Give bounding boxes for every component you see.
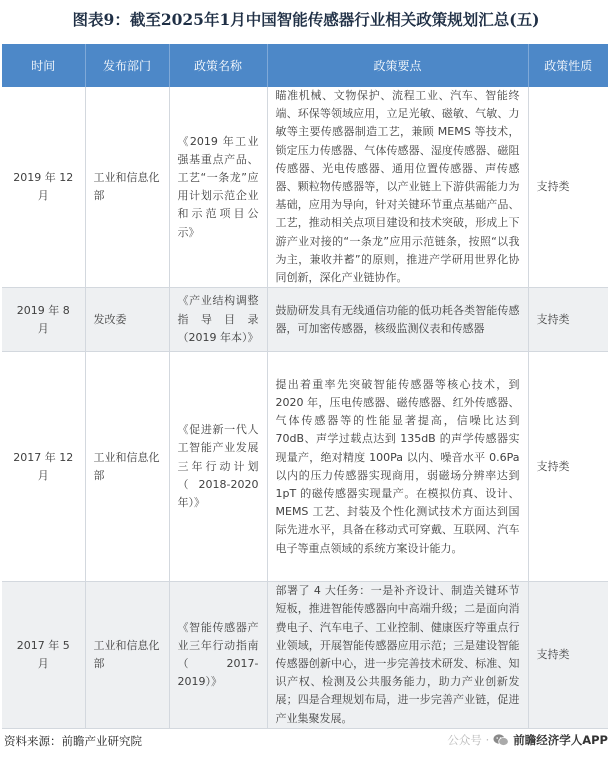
wechat-icon <box>493 733 509 747</box>
source-note: 资料来源：前瞻产业研究院 <box>4 734 142 748</box>
header-dept: 发布部门 <box>85 44 169 87</box>
table-header-row <box>2 44 608 87</box>
header-points: 政策要点 <box>267 44 528 87</box>
header-nature: 政策性质 <box>528 44 608 87</box>
cell-time: 2017 年 5 月 <box>2 582 85 729</box>
cell-policy-name: 《智能传感器产业三年行动指南（2017-2019）》 <box>169 582 267 729</box>
table-row <box>2 87 608 288</box>
policy-table <box>2 44 608 729</box>
cell-time: 2019 年 8 月 <box>2 288 85 352</box>
header-time: 时间 <box>2 44 85 87</box>
cell-policy-name: 《促进新一代人工智能产业发展三年行动计划（2018-2020 年）》 <box>169 352 267 582</box>
cell-policy-name: 《产业结构调整指导目录（2019 年本）》 <box>169 288 267 352</box>
header-name: 政策名称 <box>169 44 267 87</box>
watermark-main-text: 前瞻经济学人APP <box>513 733 608 747</box>
cell-policy-points: 鼓励研发具有无线通信功能的低功耗各类智能传感器，可加密传感器，核级监测仪表和传感器 <box>267 288 528 352</box>
cell-dept: 工业和信息化部 <box>85 87 169 288</box>
cell-policy-name: 《2019 年工业强基重点产品、工艺“一条龙”应用计划示范企业和示范项目公示》 <box>169 87 267 288</box>
cell-nature: 支持类 <box>528 87 608 288</box>
table-row <box>2 582 608 729</box>
cell-dept: 工业和信息化部 <box>85 582 169 729</box>
footer-watermark <box>447 732 608 748</box>
table-row <box>2 288 608 352</box>
cell-policy-points: 部署了 4 大任务：一是补齐设计、制造关键环节短板，推进智能传感器向中高端升级；二是面向消费电子、汽车电子、工业控制、健康医疗等重点行业领域，开展智能传感器应用示范；三是建设智能传感器创新中心，进一步完善技术研发、标准、知识产权、检测及公共服务能力，助力产业创新发展；四是合理规划布局，进一步完善产业链，促进产业集聚发展。 <box>267 582 528 729</box>
cell-nature: 支持类 <box>528 352 608 582</box>
cell-nature: 支持类 <box>528 582 608 729</box>
watermark-faint-text: 公众号 · <box>447 733 490 747</box>
table-row <box>2 352 608 582</box>
cell-dept: 工业和信息化部 <box>85 352 169 582</box>
chart-title: 图表9：截至2025年1月中国智能传感器行业相关政策规划汇总(五) <box>72 10 540 29</box>
cell-nature: 支持类 <box>528 288 608 352</box>
cell-policy-points: 提出着重率先突破智能传感器等核心技术，到 2020 年，压电传感器、磁传感器、红外传感器、气体传感器等的性能显著提高，信噪比达到 70dB、声学过载点达到 135dB 的声学传感器实现量产，绝对精度 100Pa 以内、噪音水平 0.6Pa 以内的压力传感器实现商用，弱磁场分辨率达到 1pT 的磁传感器实现量产。在模拟仿真、设计、MEMS 工艺、封装及个性化测试技术方面达到国际先进水平，具备在移动式可穿戴、互联网、汽车电子等重点领域的系统方案设计能力。 <box>267 352 528 582</box>
cell-time: 2019 年 12 月 <box>2 87 85 288</box>
cell-policy-points: 瞄准机械、文物保护、流程工业、汽车、智能终端、环保等领域应用，立足光敏、磁敏、气敏、力敏等主要传感器制造工艺，兼顾 MEMS 等技术，锁定压力传感器、气体传感器、湿度传感器、磁阻传感器、光电传感器、通用位置传感器、声传感器、颗粒物传感器等，以产业链上下游供需能力为基础，应用为导向，针对关键环节重点基础产品、工艺，推动相关点项目建设和技术突破，形成上下游产业对接的“一条龙”应用示范链条，按照“以我为主，兼收并蓄”的原则，推进产学研用世界化协同创新，深化产业链协作。 <box>267 87 528 288</box>
cell-time: 2017 年 12 月 <box>2 352 85 582</box>
cell-dept: 发改委 <box>85 288 169 352</box>
